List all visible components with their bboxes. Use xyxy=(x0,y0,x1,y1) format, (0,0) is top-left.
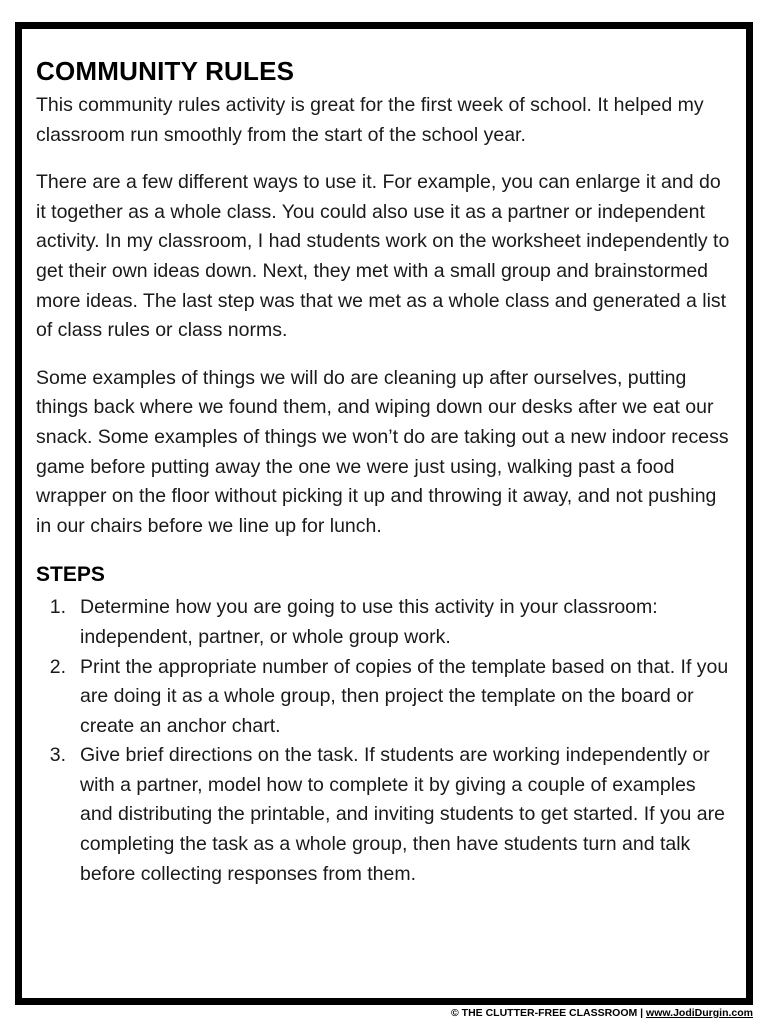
document-title: COMMUNITY RULES xyxy=(36,56,295,86)
step-text: Determine how you are going to use this activity in your classroom: independent, partner, or whole group work. xyxy=(80,596,658,648)
step-text: Give brief directions on the task. If students are working independently or with a partner, model how to complete it by giving a couple of examples and distributing the printable, and inviting students to get started. If you are completing the task as a whole group, then have students turn and talk before collecting responses from them. xyxy=(80,744,725,885)
step-item-2 xyxy=(36,653,732,742)
footer-separator: | xyxy=(640,1007,644,1019)
examples-paragraph: Some examples of things we will do are cleaning up after ourselves, putting things back where we found them, and wiping down our desks after we eat our snack. Some examples of things we won’t do are taking out a new indoor recess game before putting away the one we were just using, walking past a food wrapper on the floor without picking it up and throwing it away, and not pushing in our chairs before we line up for lunch. xyxy=(36,366,729,537)
step-number: 3. xyxy=(49,744,66,767)
intro-paragraph: This community rules activity is great for the first week of school. It helped my classroom run smoothly from the start of the school year. xyxy=(36,94,704,146)
step-number: 1. xyxy=(49,596,66,619)
steps-list xyxy=(36,593,732,889)
step-number: 2. xyxy=(49,655,66,678)
step-item-3 xyxy=(36,741,732,889)
footer-credit xyxy=(451,1006,753,1020)
step-text: Print the appropriate number of copies of the template based on that. If you are doing it as a whole group, then project the template on the board or create an anchor chart. xyxy=(80,655,729,737)
usage-paragraph: There are a few different ways to use it. For example, you can enlarge it and do it together as a whole class. You could also use it as a partner or independent activity. In my classroom, I had students work on the worksheet independently to get their own ideas down. Next, they met with a small group and brainstormed more ideas. The last step was that we met as a whole class and generated a list of class rules or class norms. xyxy=(36,171,730,342)
footer-copyright: © THE CLUTTER-FREE CLASSROOM xyxy=(451,1007,638,1019)
steps-heading: STEPS xyxy=(36,563,105,587)
step-item-1 xyxy=(36,593,732,652)
document-frame xyxy=(15,22,753,1005)
footer-website-link[interactable]: www.JodiDurgin.com xyxy=(646,1007,753,1019)
